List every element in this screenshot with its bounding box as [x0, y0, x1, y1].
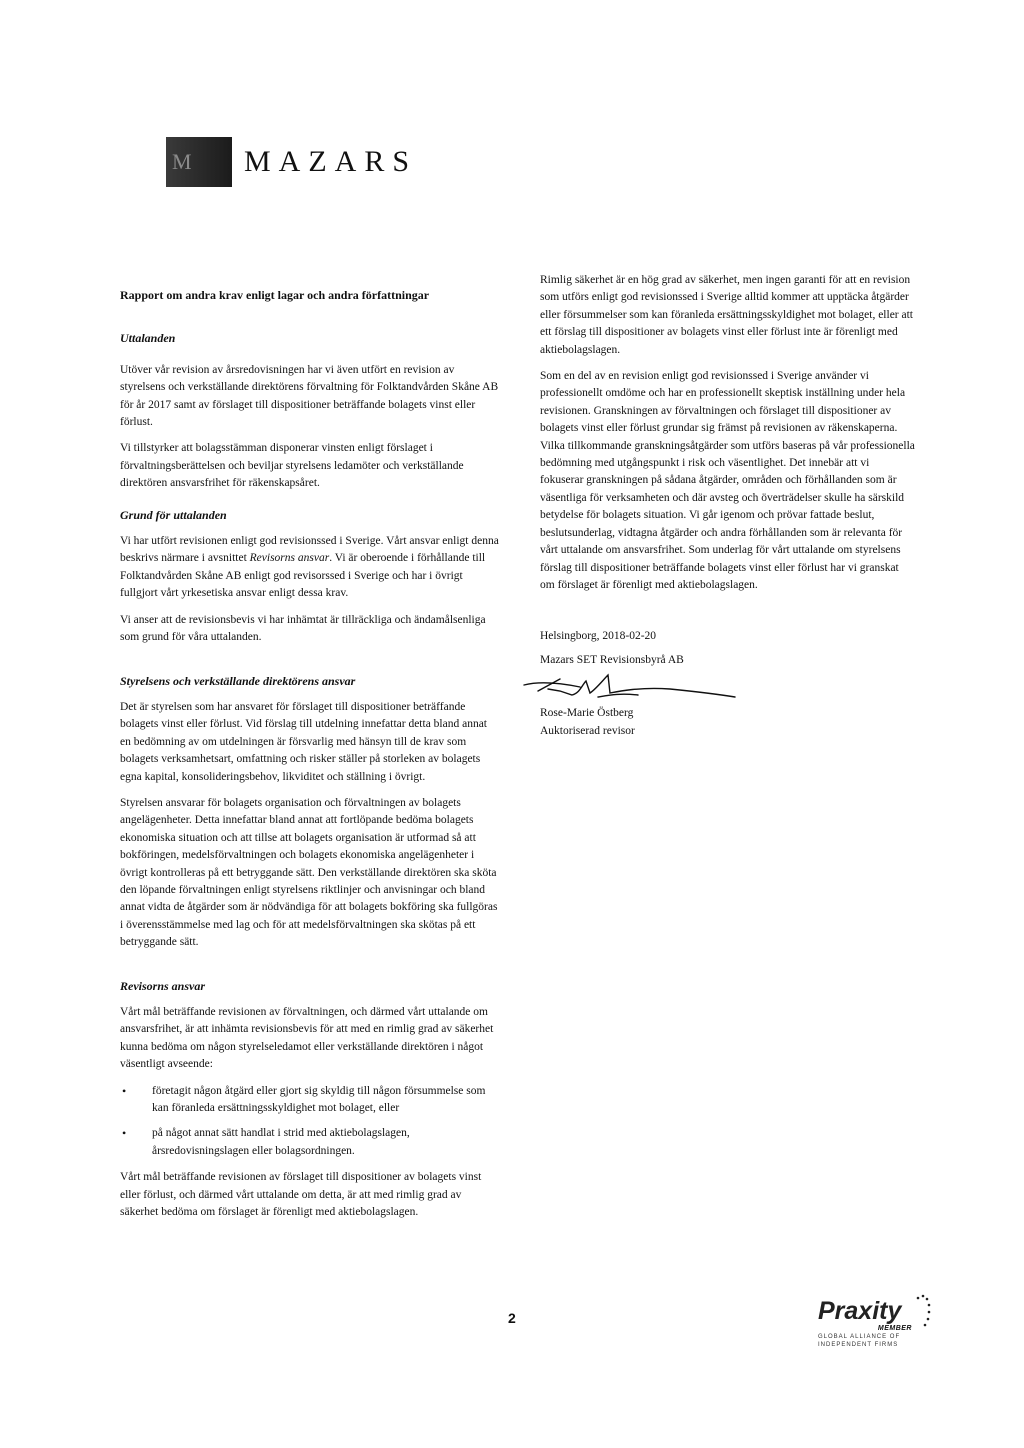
mazars-wordmark: MAZARS — [244, 145, 418, 178]
praxity-tagline-2: INDEPENDENT FIRMS — [818, 1342, 899, 1348]
right-paragraph-2: Som en del av en revision enligt god revisionssed i Sverige använder vi professionellt omdöme och har en professionellt skeptisk inställning under hela revisionen. Granskningen av förvaltningen och förslaget till dispositioner av bolagets vinst eller förlust grundar sig främst på revisionen av räkenskaperna. Vilka tillkommande granskningsåtgärder som utförs baseras på vår professionella bedömning med utgångspunkt i risk och väsentlighet. Det innebär att vi fokuserar granskningen på sådana åtgärder, områden och förhållanden som är väsentliga för verksamheten och där avsteg och överträdelser skulle ha särskild betydelse för bolagets situation. Vi går igenom och prövar fattade beslut, beslutsunderlag, vidtagna åtgärder och andra förhållanden som är relevanta för vårt uttalande om ansvarsfrihet. Som underlag för vårt uttalande om styrelsens förslag till dispositioner beträffande bolagets vinst eller förlust har vi granskat om förslaget är förenligt med aktiebolagslagen. — [540, 370, 915, 591]
mazars-monogram-icon: M — [166, 137, 232, 187]
heading-grund-for-uttalanden: Grund för uttalanden — [120, 507, 227, 522]
uttalanden-paragraph-2: Vi tillstyrker att bolagsstämman disponerar vinsten enligt förslaget i förvaltningsberättelsen och beviljar styrelsens ledamöter och verkställande direktören ansvarsfrihet för räkenskapsåret. — [120, 442, 464, 490]
heading-styrelsens-ansvar: Styrelsens och verkställande direktörens ansvar — [120, 673, 356, 688]
grund-paragraph-1-italic: Revisorns ansvar — [249, 552, 330, 565]
grund-paragraph-1-part-b: . Vi är oberoende i förhållande till Folktandvården Skåne AB enligt god revisorssed i Sverige och har i övrigt fullgjort vårt yrkesetiska ansvar enligt dessa krav. — [120, 552, 486, 600]
signer-name: Rose-Marie Östberg — [540, 707, 634, 720]
heading-uttalanden: Uttalanden — [120, 331, 176, 346]
grund-paragraph-2: Vi anser att de revisionsbevis vi har inhämtat är tillräckliga och ändamålsenliga som grund för våra uttalanden. — [120, 613, 486, 644]
styrelsens-paragraph-2: Styrelsen ansvarar för bolagets organisation och förvaltningen av bolagets angelägenheter. Detta innefattar bland annat att fortlöpande bedöma bolagets ekonomiska situation och att tillse att bolagets organisation är utformad så att bokföringen, medelsförvaltningen och bolagets ekonomiska angelägenheter i övrigt kontrolleras på ett betryggande sätt. Den verkställande direktören ska sköta den löpande förvaltningen enligt styrelsens riktlinjer och anvisningar och bland annat vidta de åtgärder som är nödvändiga för att bolagets bokföring ska fullgöras i överensstämmelse med lag och för att medelsförvaltningen ska skötas på ett betryggande sätt. — [120, 796, 498, 949]
right-column — [540, 272, 915, 740]
list-item: • på något annat sätt handlat i strid med aktiebolagslagen, årsredovisningslagen eller bolagsordningen. — [120, 1125, 500, 1160]
signer-title: Auktoriserad revisor — [540, 724, 635, 737]
section-heading-other-requirements: Rapport om andra krav enligt lagar och andra författningar — [120, 288, 430, 302]
praxity-wordmark: Praxity — [818, 1297, 902, 1325]
praxity-logo — [818, 1298, 928, 1349]
praxity-member-label: MEMBER — [877, 1325, 912, 1332]
heading-revisorns-ansvar: Revisorns ansvar — [120, 978, 206, 993]
right-paragraph-1: Rimlig säkerhet är en hög grad av säkerhet, men ingen garanti för att en revision som utförs enligt god revisionssed i Sverige alltid kommer att upptäcka åtgärder eller försummelser som kan föranleda ersättningsskyldighet mot bolaget, eller att ett förslag till dispositioner av bolagets vinst eller förlust inte är förenligt med aktiebolagslagen. — [540, 274, 914, 356]
revisorns-bullet-list — [120, 1083, 500, 1161]
audit-firm-name: Mazars SET Revisionsbyrå AB — [540, 653, 684, 666]
revisorns-paragraph-1: Vårt mål beträffande revisionen av förvaltningen, och därmed vårt uttalande om ansvarsfrihet, är att inhämta revisionsbevis för att med en rimlig grad av säkerhet kunna bedöma om någon styrelseledamot eller verkställande direktören i något väsentligt avseende: — [120, 1006, 494, 1071]
praxity-dots-icon — [914, 1294, 934, 1334]
mazars-logo — [166, 137, 417, 187]
handwritten-signature-icon — [520, 671, 750, 705]
signature-block — [540, 628, 915, 740]
praxity-tagline-1: GLOBAL ALLIANCE OF — [818, 1334, 901, 1340]
page-number: 2 — [508, 1310, 516, 1326]
grund-paragraph-1 — [120, 533, 500, 603]
list-item: • företagit någon åtgärd eller gjort sig skyldig till någon försummelse som kan föranleda ersättningsskyldighet mot bolaget, eller — [120, 1083, 500, 1118]
uttalanden-paragraph-1: Utöver vår revision av årsredovisningen har vi även utfört en revision av styrelsens och verkställande direktörens förvaltning för Folktandvården Skåne AB för år 2017 samt av förslaget till dispositioner beträffande bolagets vinst eller förlust. — [120, 363, 499, 429]
grund-paragraph-1-part-a: Vi har utfört revisionen enligt god revisionssed i Sverige. Vårt ansvar enligt denna beskrivs närmare i avsnittet — [120, 535, 499, 565]
place-date: Helsingborg, 2018-02-20 — [540, 630, 657, 643]
revisorns-paragraph-2: Vårt mål beträffande revisionen av förslaget till dispositioner av bolagets vinst eller förlust, och därmed vårt uttalande om detta, är att med rimlig grad av säkerhet bedöma om förslaget är förenligt med aktiebolagslagen. — [120, 1171, 482, 1219]
left-column — [120, 287, 500, 1221]
styrelsens-paragraph-1: Det är styrelsen som har ansvaret för förslaget till dispositioner beträffande bolagets vinst eller förlust. Vid förslag till utdelning innefattar detta bland annat en bedömning av om utdelningen är försvarlig med hänsyn till de krav som bolagets verksamhetsart, omfattning och risker ställer på storleken av bolagets egna kapital, konsolideringsbehov, likviditet och ställning i övrigt. — [120, 700, 488, 783]
